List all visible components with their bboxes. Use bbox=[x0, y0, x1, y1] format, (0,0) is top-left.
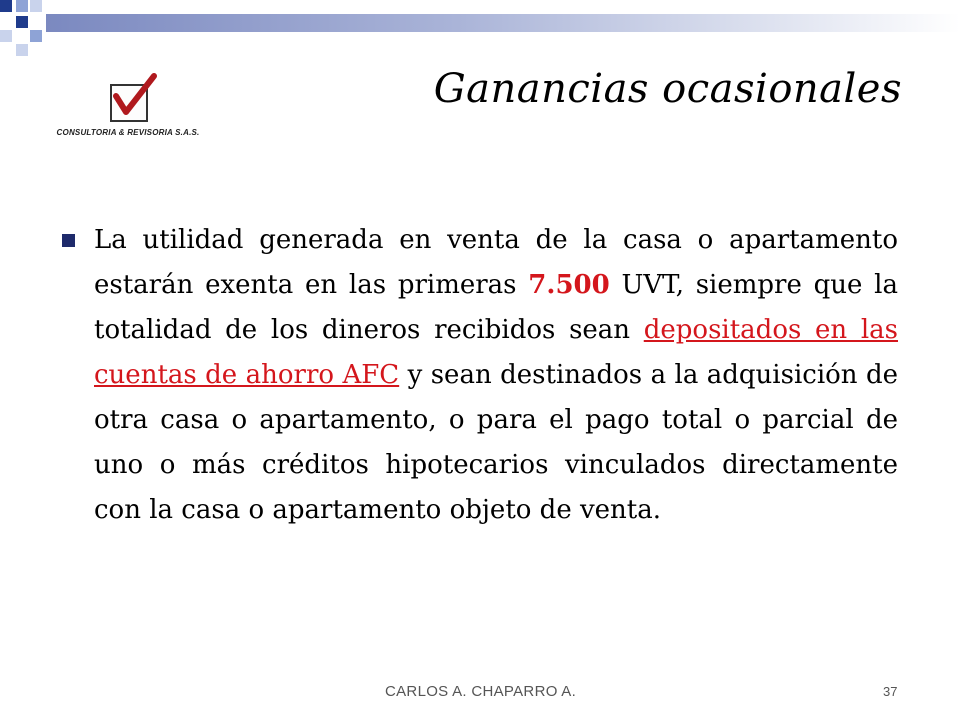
body-paragraph bbox=[94, 218, 898, 533]
logo-text: CONSULTORIA & REVISORIA S.A.S. bbox=[56, 128, 200, 137]
corner-square bbox=[0, 0, 12, 12]
body-text-segment: UVT, siempre que la totalidad de los dineros recibidos sean bbox=[94, 270, 898, 345]
corner-square bbox=[16, 44, 28, 56]
corner-square bbox=[30, 30, 42, 42]
corner-square bbox=[30, 0, 42, 12]
title-gradient-bar bbox=[46, 14, 960, 32]
corner-square bbox=[0, 30, 12, 42]
page-title: Ganancias ocasionales bbox=[433, 66, 902, 112]
checkmark-box-icon bbox=[102, 72, 162, 124]
body-text-segment: y sean destinados a la adquisición de otra casa o apartamento, o para el pago total o parcial de uno o más créditos hipotecarios vinculados directamente con la casa o apartamento objeto de venta. bbox=[94, 360, 898, 525]
uvt-highlight-value: 7.500 bbox=[528, 270, 610, 300]
footer-author: CARLOS A. CHAPARRO A. bbox=[385, 683, 577, 700]
company-logo bbox=[38, 72, 218, 147]
corner-square bbox=[16, 0, 28, 12]
bullet-square bbox=[62, 234, 75, 247]
body-text-segment: La utilidad generada en venta de la casa o apartamento estarán exenta en las primeras bbox=[94, 225, 898, 300]
footer-page-number: 37 bbox=[883, 684, 898, 699]
corner-square bbox=[16, 16, 28, 28]
afc-account-link[interactable]: depositados en las cuentas de ahorro AFC bbox=[94, 315, 898, 390]
